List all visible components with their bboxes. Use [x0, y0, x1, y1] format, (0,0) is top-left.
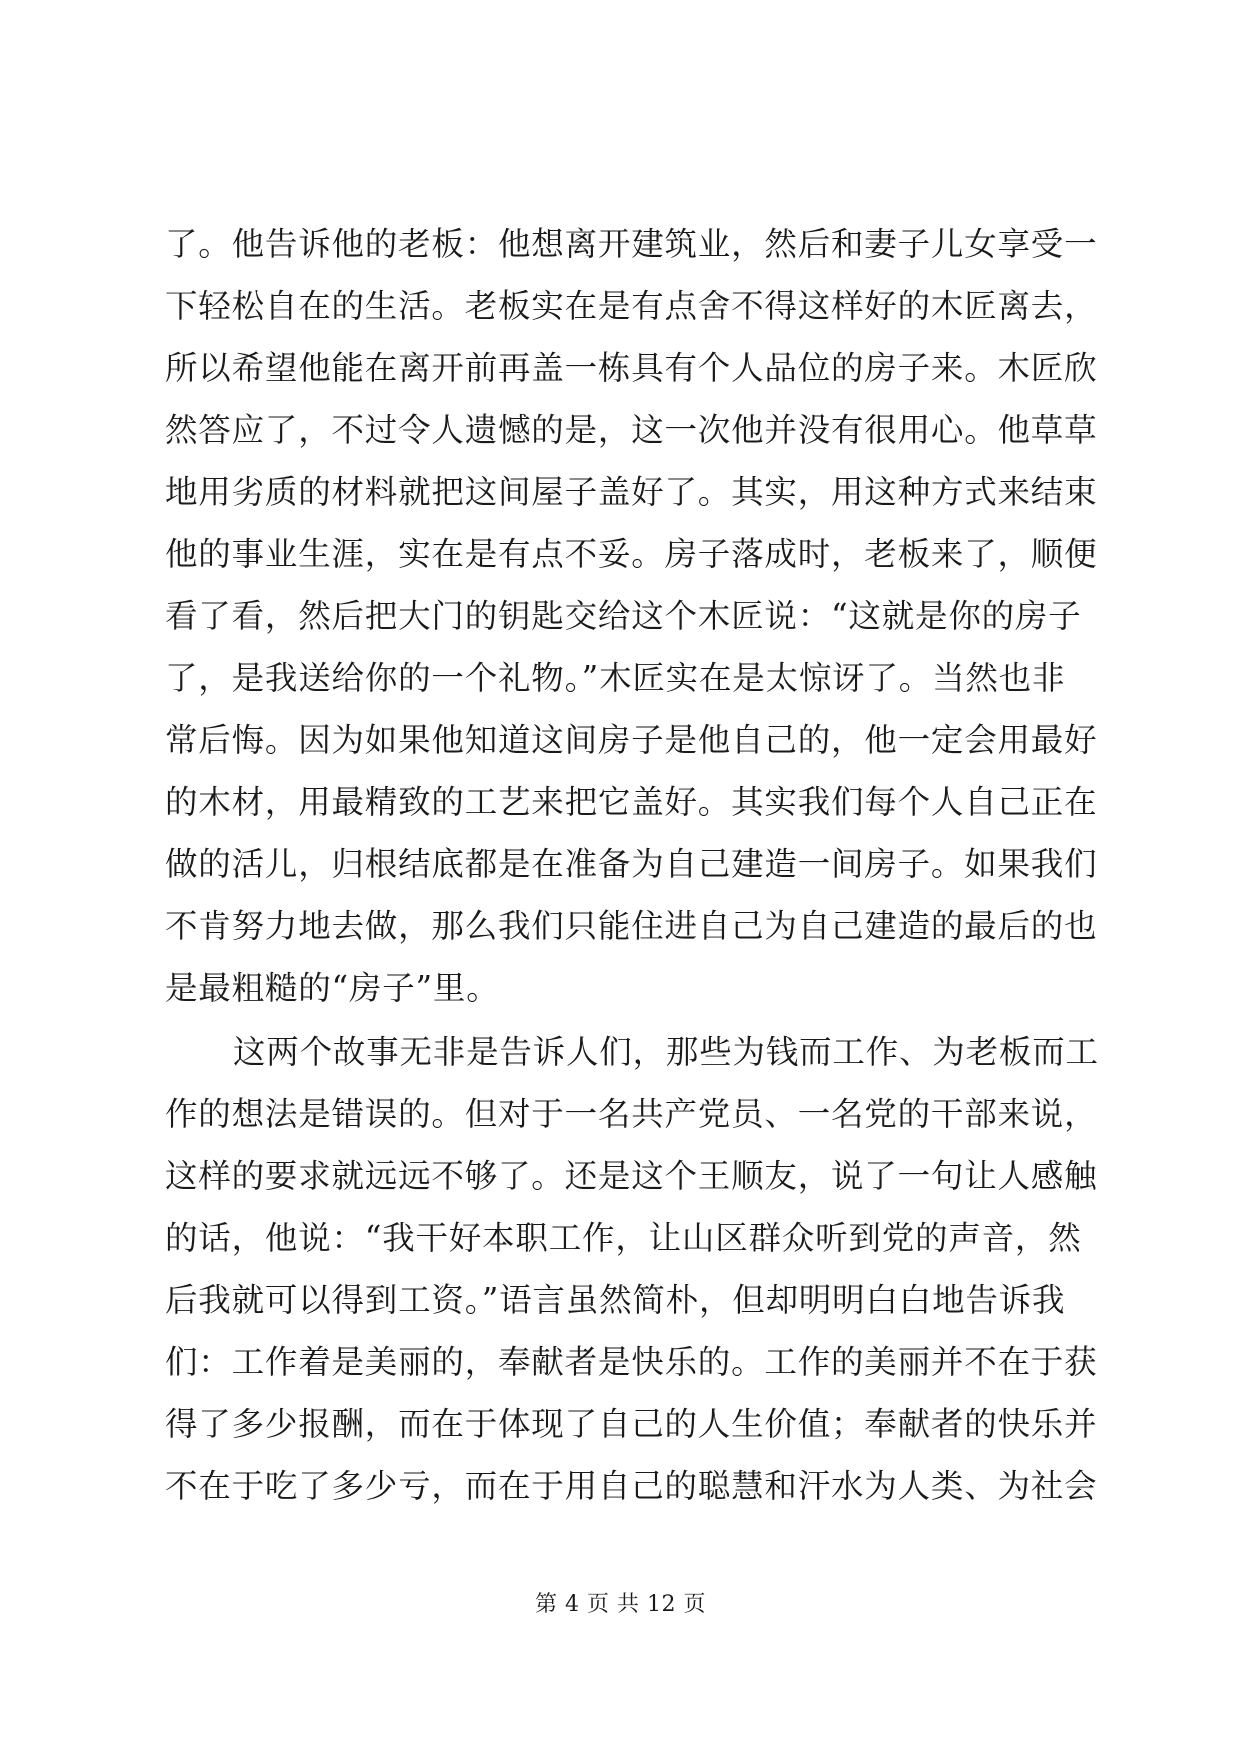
- text-line: 所以希望他能在离开前再盖一栋具有个人品位的房子来。木匠欣: [165, 349, 1098, 387]
- text-line: 他的事业生涯，实在是有点不妥。房子落成时，老板来了，顺便: [165, 535, 1098, 573]
- text-line: 的木材，用最精致的工艺来把它盖好。其实我们每个人自己正在: [165, 783, 1098, 821]
- text-line: 的话，他说：“我干好本职工作，让山区群众听到党的声音，然: [165, 1219, 1082, 1257]
- text-line: 是最粗糙的“房子”里。: [165, 969, 500, 1007]
- page-number: 第 4 页 共 12 页: [535, 1592, 706, 1617]
- text-line: 看了看，然后把大门的钥匙交给这个木匠说：“这就是你的房子: [165, 597, 1082, 635]
- paragraph: [165, 1021, 1099, 1517]
- text-line: 做的活儿，归根结底都是在准备为自己建造一间房子。如果我们: [165, 845, 1098, 883]
- page-footer: [0, 1590, 1241, 1620]
- paragraph: [165, 213, 1098, 1019]
- text-line: 常后悔。因为如果他知道这间房子是他自己的，他一定会用最好: [165, 721, 1098, 759]
- text-line: 们：工作着是美丽的，奉献者是快乐的。工作的美丽并不在于获: [165, 1343, 1098, 1381]
- text-line: 作的想法是错误的。但对于一名共产党员、一名党的干部来说，: [165, 1095, 1098, 1133]
- text-line: 这两个故事无非是告诉人们，那些为钱而工作、为老板而工: [233, 1033, 1099, 1071]
- text-line: 下轻松自在的生活。老板实在是有点舍不得这样好的木匠离去，: [165, 287, 1098, 325]
- text-line: 得了多少报酬，而在于体现了自己的人生价值；奉献者的快乐并: [165, 1405, 1098, 1443]
- text-line: 然答应了，不过令人遗憾的是，这一次他并没有很用心。他草草: [165, 411, 1098, 449]
- text-line: 不肯努力地去做，那么我们只能住进自己为自己建造的最后的也: [165, 907, 1098, 945]
- text-line: 了。他告诉他的老板：他想离开建筑业，然后和妻子儿女享受一: [165, 225, 1098, 263]
- text-line: 地用劣质的材料就把这间屋子盖好了。其实，用这种方式来结束: [165, 473, 1098, 511]
- text-line: 这样的要求就远远不够了。还是这个王顺友，说了一句让人感触: [165, 1157, 1098, 1195]
- text-line: 后我就可以得到工资。”语言虽然简朴，但却明明白白地告诉我: [165, 1281, 1066, 1319]
- text-line: 了，是我送给你的一个礼物。”木匠实在是太惊讶了。当然也非: [165, 659, 1066, 697]
- text-line: 不在于吃了多少亏，而在于用自己的聪慧和汗水为人类、为社会: [165, 1467, 1098, 1505]
- document-body: [165, 213, 1099, 1517]
